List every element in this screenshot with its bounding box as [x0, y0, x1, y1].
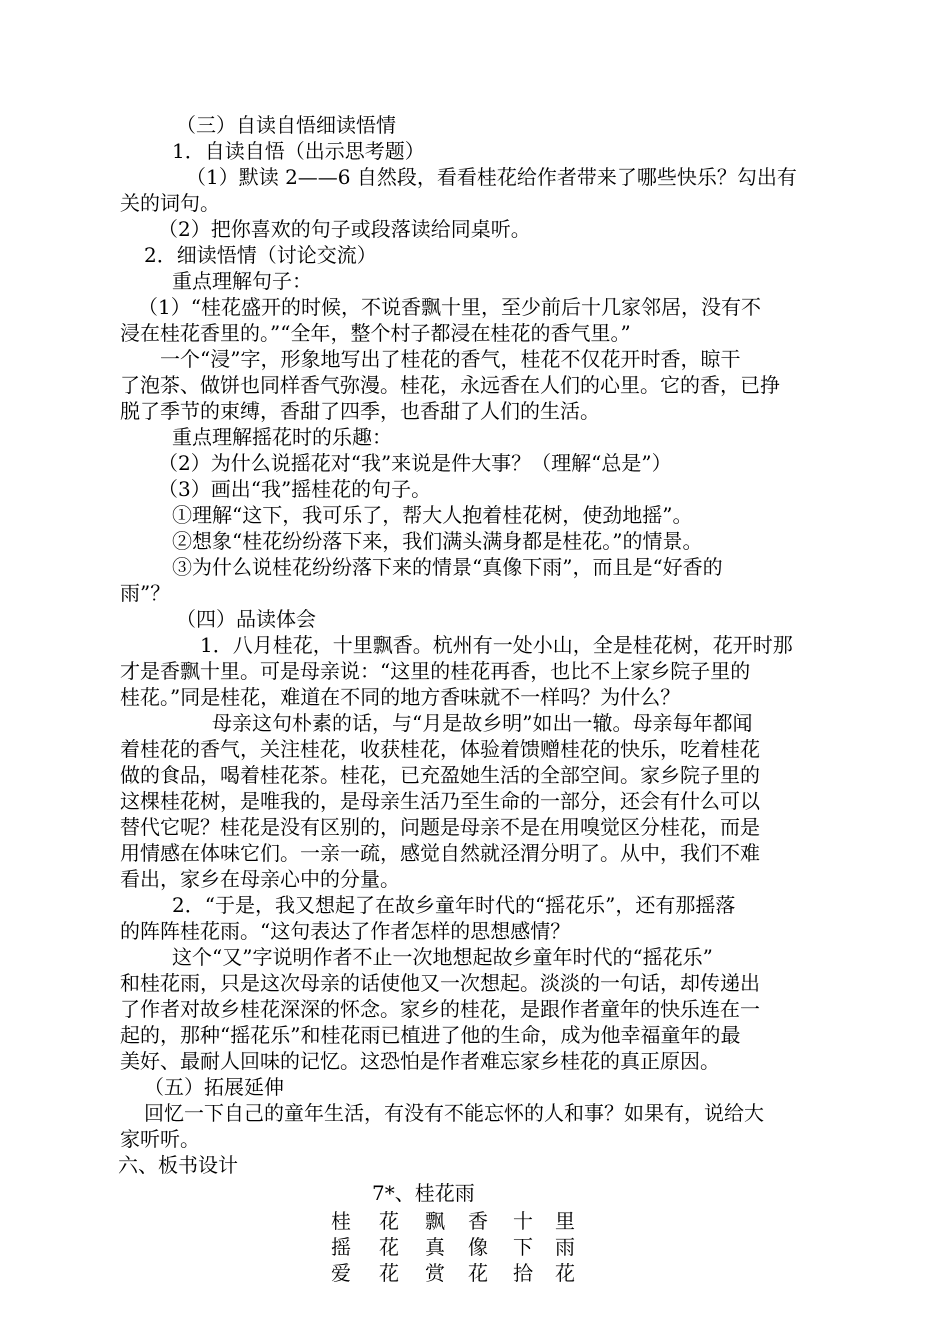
text-line: 美好、最耐人回味的记忆。这恐怕是作者难忘家乡桂花的真正原因。 [120, 1049, 720, 1073]
board-char: 花 [555, 1261, 575, 1285]
section-heading-three: （三）自读自悟细读悟情 [176, 113, 396, 137]
board-char: 像 [468, 1235, 488, 1259]
board-char: 十 [513, 1209, 533, 1233]
section-heading-five: （五）拓展延伸 [144, 1075, 284, 1099]
text-line: （1）默读 2——6 自然段，看看桂花给作者带来了哪些快乐？勾出有 [186, 165, 797, 189]
subheading: 2．细读悟情（讨论交流） [144, 243, 377, 267]
text-line: 用情感在体味它们。一亲一疏，感觉自然就泾渭分明了。从中，我们不难 [120, 841, 760, 865]
board-char: 拾 [513, 1261, 533, 1285]
text-line: 2．“于是，我又想起了在故乡童年时代的“摇花乐”，还有那摇落 [172, 893, 736, 917]
text-line: 做的食品，喝着桂花茶。桂花，已充盈她生活的全部空间。家乡院子里的 [120, 763, 760, 787]
text-line: 关的词句。 [120, 191, 220, 215]
text-line: （2）为什么说摇花对“我”来说是件大事？（理解“总是”） [158, 451, 672, 475]
text-line: 重点理解摇花时的乐趣： [172, 425, 392, 449]
board-char: 桂 [331, 1209, 351, 1233]
text-line: 的阵阵桂花雨。“这句表达了作者怎样的思想感情？ [120, 919, 571, 943]
text-line: 重点理解句子： [172, 269, 312, 293]
text-line: 母亲这句朴素的话，与“月是故乡明”如出一辙。母亲每年都闻 [212, 711, 753, 735]
text-line: （1）“桂花盛开的时候，不说香飘十里，至少前后十几家邻居，没有不 [138, 295, 761, 319]
text-line: ①理解“这下，我可乐了，帮大人抱着桂花树，使劲地摇”。 [172, 503, 693, 527]
text-line: 浸在桂花香里的。”“全年，整个村子都浸在桂花的香气里。” [120, 321, 631, 345]
text-line: ②想象“桂花纷纷落下来，我们满头满身都是桂花。”的情景。 [172, 529, 703, 553]
text-line: （2）把你喜欢的句子或段落读给同桌听。 [158, 217, 531, 241]
text-line: 起的，那种“摇花乐”和桂花雨已植进了他的生命，成为他幸福童年的最 [120, 1023, 741, 1047]
board-char: 赏 [425, 1261, 445, 1285]
board-char: 摇 [331, 1235, 351, 1259]
text-line: 这个“又”字说明作者不止一次地想起故乡童年时代的“摇花乐” [172, 945, 713, 969]
board-char: 飘 [425, 1209, 445, 1233]
text-line: 雨”？ [120, 581, 171, 605]
text-line: 了作者对故乡桂花深深的怀念。家乡的桂花，是跟作者童年的快乐连在一 [120, 997, 760, 1021]
text-line: 了泡茶、做饼也同样香气弥漫。桂花，永远香在人们的心里。它的香，已挣 [120, 373, 780, 397]
text-line: 一个“浸”字，形象地写出了桂花的香气，桂花不仅花开时香，晾干 [160, 347, 741, 371]
text-line: 回忆一下自己的童年生活，有没有不能忘怀的人和事？如果有，说给大 [144, 1101, 764, 1125]
board-char: 里 [555, 1209, 575, 1233]
board-char: 花 [379, 1209, 399, 1233]
section-heading-six: 六、板书设计 [118, 1153, 238, 1177]
board-char: 爱 [331, 1261, 351, 1285]
text-line: 看出，家乡在母亲心中的分量。 [120, 867, 400, 891]
text-line: 和桂花雨，只是这次母亲的话使他又一次想起。淡淡的一句话，却传递出 [120, 971, 760, 995]
board-char: 下 [513, 1235, 533, 1259]
board-char: 雨 [555, 1235, 575, 1259]
board-char: 香 [468, 1209, 488, 1233]
text-line: 桂花。”同是桂花，难道在不同的地方香味就不一样吗？为什么？ [120, 685, 681, 709]
text-line: 着桂花的香气，关注桂花，收获桂花，体验着馈赠桂花的快乐，吃着桂花 [120, 737, 760, 761]
text-line: 1．八月桂花，十里飘香。杭州有一处小山，全是桂花树，花开时那 [200, 633, 793, 657]
text-line: 才是香飘十里。可是母亲说：“这里的桂花再香，也比不上家乡院子里的 [120, 659, 751, 683]
text-line: 替代它呢？桂花是没有区别的，问题是母亲不是在用嗅觉区分桂花，而是 [120, 815, 760, 839]
text-line: 家听听。 [120, 1127, 200, 1151]
board-char: 花 [379, 1261, 399, 1285]
text-line: （3）画出“我”摇桂花的句子。 [158, 477, 432, 501]
text-line: ③为什么说桂花纷纷落下来的情景“真像下雨”，而且是“好香的 [172, 555, 723, 579]
section-heading-four: （四）品读体会 [176, 607, 316, 631]
board-char: 花 [379, 1235, 399, 1259]
board-char: 花 [468, 1261, 488, 1285]
board-char: 真 [425, 1235, 445, 1259]
text-line: 这棵桂花树，是唯我的，是母亲生活乃至生命的一部分，还会有什么可以 [120, 789, 760, 813]
text-line: 脱了季节的束缚，香甜了四季，也香甜了人们的生活。 [120, 399, 600, 423]
board-title: 7*、桂花雨 [372, 1181, 475, 1205]
subheading: 1．自读自悟（出示思考题） [172, 139, 425, 163]
